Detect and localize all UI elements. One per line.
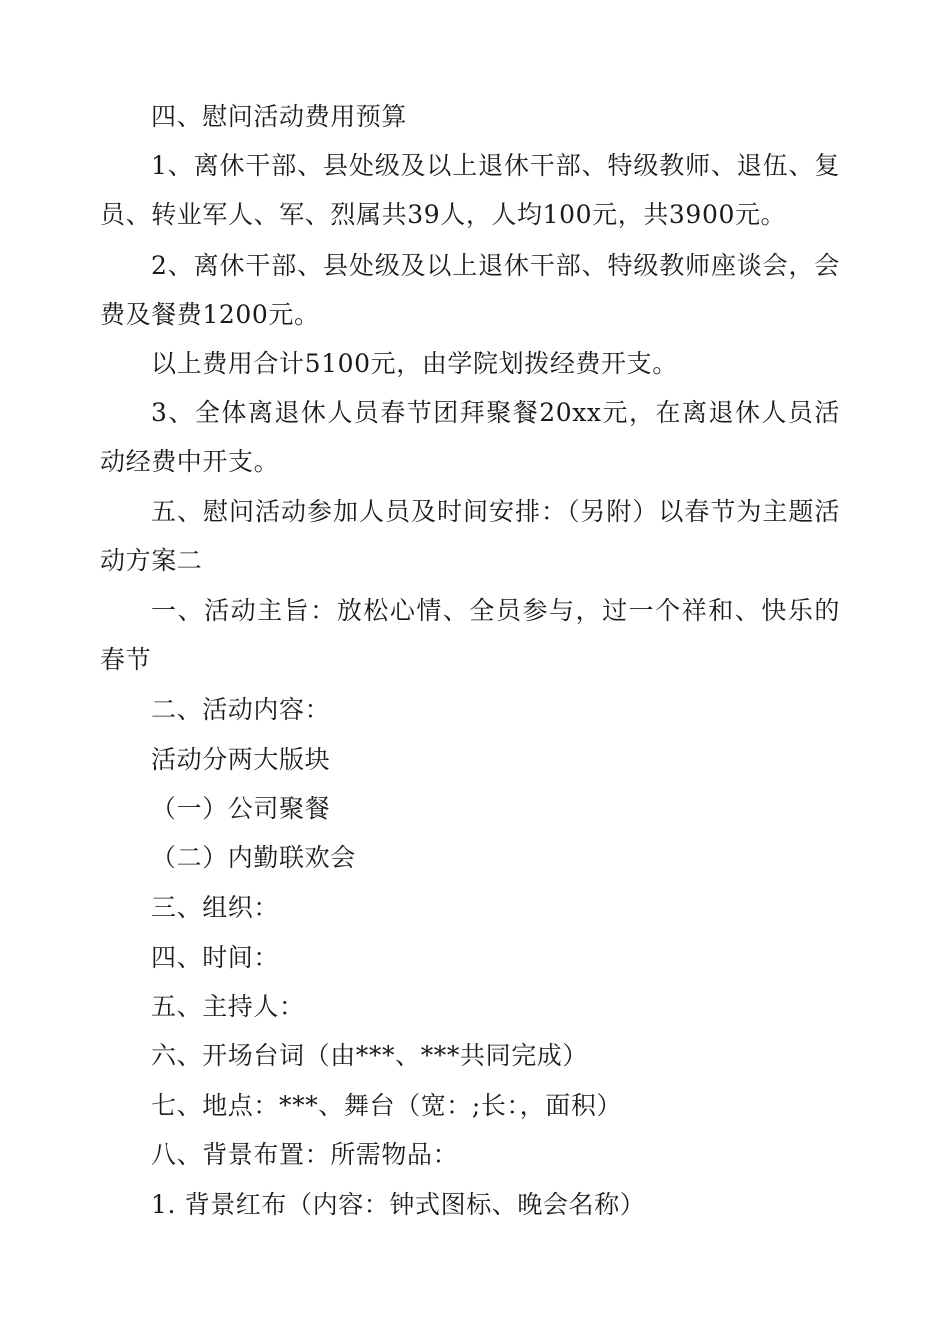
paragraph-background-setup: 八、背景布置：所需物品： bbox=[151, 1140, 459, 1169]
paragraph-budget-item-1: 1、离休干部、县处级及以上退休干部、特级教师、退伍、复员、转业军人、军、烈属共39人，人均100元，共3900元。 bbox=[100, 151, 840, 229]
paragraph-activity-sections: 活动分两大版块 bbox=[151, 745, 331, 774]
paragraph-section-dinner: （一）公司聚餐 bbox=[151, 794, 331, 823]
paragraph-budget-heading: 四、慰问活动费用预算 bbox=[151, 102, 408, 131]
paragraph-location: 七、地点：***、舞台（宽：;长：，面积） bbox=[151, 1091, 623, 1120]
paragraph-budget-item-2: 2、离休干部、县处级及以上退休干部、特级教师座谈会，会费及餐费1200元。 bbox=[100, 251, 840, 329]
paragraph-activity-purpose: 一、活动主旨：放松心情、全员参与，过一个祥和、快乐的春节 bbox=[100, 596, 840, 674]
paragraph-organization: 三、组织： bbox=[151, 893, 280, 922]
paragraph-host: 五、主持人： bbox=[151, 992, 305, 1021]
paragraph-opening-lines: 六、开场台词（由***、***共同完成） bbox=[151, 1041, 589, 1070]
paragraph-section-party: （二）内勤联欢会 bbox=[151, 843, 356, 872]
paragraph-budget-item-3: 3、全体离退休人员春节团拜聚餐20xx元，在离退休人员活动经费中开支。 bbox=[100, 398, 840, 476]
paragraph-participants-heading: 五、慰问活动参加人员及时间安排：（另附）以春节为主题活动方案二 bbox=[100, 497, 840, 575]
paragraph-background-item-1: 1. 背景红布（内容：钟式图标、晚会名称） bbox=[151, 1190, 646, 1219]
paragraph-time: 四、时间： bbox=[151, 943, 280, 972]
paragraph-budget-total: 以上费用合计5100元，由学院划拨经费开支。 bbox=[151, 349, 678, 378]
paragraph-activity-content: 二、活动内容： bbox=[151, 695, 331, 724]
